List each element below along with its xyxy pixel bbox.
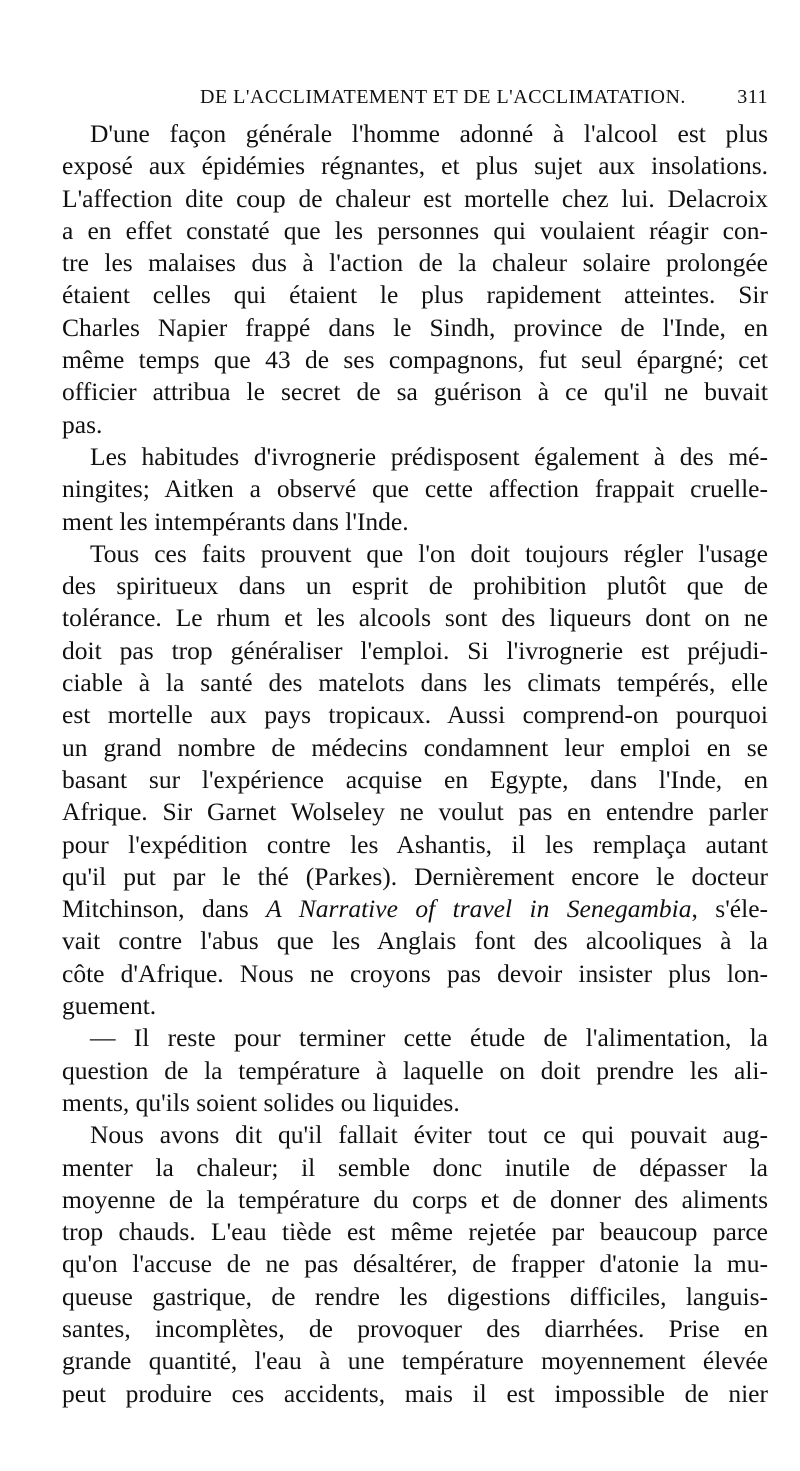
text-line: exposé aux épidémies régnantes, et plus sujet aux insolations. bbox=[62, 151, 768, 181]
text-line: vait contre l'abus que les Anglais font des alcooliques à la bbox=[62, 926, 768, 956]
text-line: a en effet constaté que les personnes qui voulaient réagir con- bbox=[62, 215, 768, 245]
text-line: — Il reste pour terminer cette étude de l'alimentation, la bbox=[90, 1023, 768, 1053]
text-line: trop chauds. L'eau tiède est même rejetée par beaucoup parce bbox=[62, 1217, 768, 1247]
text-line: pour l'expédition contre les Ashantis, il les remplaça autant bbox=[62, 829, 768, 859]
running-title: DE L'ACCLIMATEMENT ET DE L'ACCLIMATATION. bbox=[200, 86, 686, 108]
text-line: officier attribua le secret de sa guérison à ce qu'il ne buvait bbox=[62, 377, 768, 407]
text-line: peut produire ces accidents, mais il est impossible de nier bbox=[62, 1378, 768, 1408]
text-line: même temps que 43 de ses compagnons, fut seul épargné; cet bbox=[62, 345, 768, 375]
text-line: Nous avons dit qu'il fallait éviter tout ce qui pouvait aug- bbox=[90, 1120, 768, 1150]
text-line: guement. bbox=[62, 991, 157, 1021]
text-line: Charles Napier frappé dans le Sindh, province de l'Inde, en bbox=[62, 312, 768, 342]
text-line: menter la chaleur; il semble donc inutile de dépasser la bbox=[62, 1152, 768, 1182]
text-line: question de la température à laquelle on doit prendre les ali- bbox=[62, 1055, 768, 1085]
text-line: queuse gastrique, de rendre les digestions difficiles, languis- bbox=[62, 1281, 768, 1311]
text-line: grande quantité, l'eau à une température moyennement élevée bbox=[62, 1346, 768, 1376]
text-line: pas. bbox=[62, 409, 103, 439]
text-line: qu'il put par le thé (Parkes). Dernièrement encore le docteur bbox=[62, 861, 768, 891]
text-line: tre les malaises dus à l'action de la chaleur solaire prolongée bbox=[62, 248, 768, 278]
text-line: ningites; Aitken a observé que cette affection frappait cruelle- bbox=[62, 474, 768, 504]
text-line: est mortelle aux pays tropicaux. Aussi comprend-on pourquoi bbox=[62, 700, 768, 730]
text-line: Les habitudes d'ivrognerie prédisposent également à des mé- bbox=[90, 441, 768, 471]
text-line: côte d'Afrique. Nous ne croyons pas devoir insister plus lon- bbox=[62, 958, 768, 988]
text-segment: Mitchinson, dans bbox=[62, 894, 267, 924]
book-page bbox=[62, 86, 769, 1408]
text-line: L'affection dite coup de chaleur est mortelle chez lui. Delacroix bbox=[62, 183, 768, 213]
text-line: ment les intempérants dans l'Inde. bbox=[62, 506, 409, 536]
page-number: 311 bbox=[737, 86, 768, 108]
text-line: tolérance. Le rhum et les alcools sont des liqueurs dont on ne bbox=[62, 603, 768, 633]
text-line: Tous ces faits prouvent que l'on doit toujours régler l'usage bbox=[90, 538, 768, 568]
text-line: D'une façon générale l'homme adonné à l'alcool est plus bbox=[90, 119, 768, 148]
text-line: santes, incomplètes, de provoquer des diarrhées. Prise en bbox=[62, 1313, 768, 1343]
text-line: ments, qu'ils soient solides ou liquides. bbox=[62, 1087, 460, 1117]
text-segment: , s'éle- bbox=[691, 894, 769, 924]
text-line: basant sur l'expérience acquise en Egypte, dans l'Inde, en bbox=[62, 764, 768, 794]
text-line: ciable à la santé des matelots dans les climats tempérés, elle bbox=[62, 668, 768, 698]
text-line: des spiritueux dans un esprit de prohibition plutôt que de bbox=[62, 571, 768, 601]
text-line: doit pas trop généraliser l'emploi. Si l'ivrognerie est préjudi- bbox=[62, 635, 768, 665]
text-line bbox=[62, 893, 768, 925]
book-title-italic: A Narrative of travel in Senegambia bbox=[266, 894, 692, 924]
text-line: un grand nombre de médecins condamnent leur emploi en se bbox=[62, 732, 768, 762]
text-line: qu'on l'accuse de ne pas désaltérer, de frapper d'atonie la mu- bbox=[62, 1249, 768, 1279]
body-text bbox=[62, 118, 768, 1410]
text-line: étaient celles qui étaient le plus rapidement atteintes. Sir bbox=[62, 280, 768, 310]
text-line: moyenne de la température du corps et de donner des aliments bbox=[62, 1184, 768, 1214]
text-line: Afrique. Sir Garnet Wolseley ne voulut pas en entendre parler bbox=[62, 797, 768, 827]
running-head bbox=[62, 86, 768, 116]
